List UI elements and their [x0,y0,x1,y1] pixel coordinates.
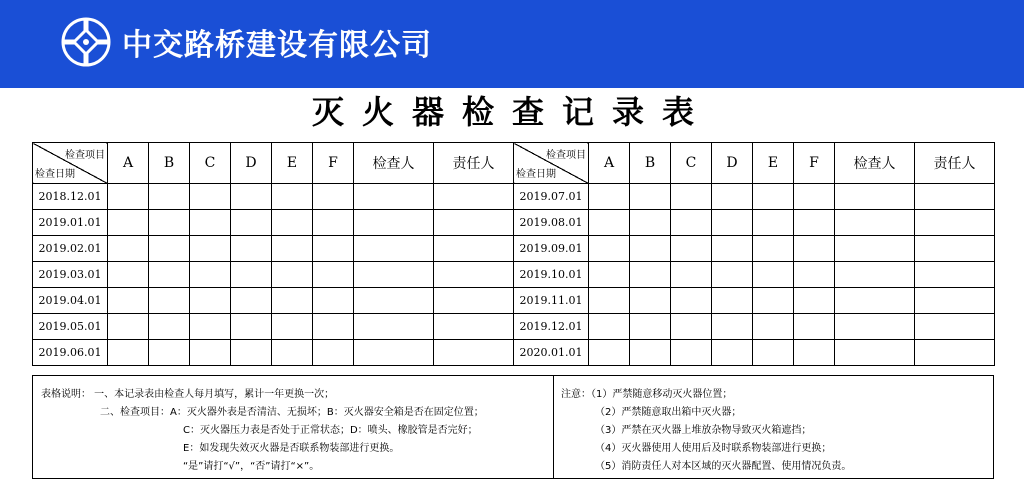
entry-cell[interactable] [313,288,354,314]
diagonal-header-cell [33,143,108,184]
date-cell: 2019.05.01 [33,314,108,340]
entry-cell[interactable] [108,236,149,262]
entry-cell[interactable] [630,262,671,288]
entry-cell[interactable] [434,262,514,288]
entry-cell[interactable] [712,314,753,340]
entry-cell[interactable] [149,236,190,262]
column-header: E [272,143,313,184]
entry-cell[interactable] [231,262,272,288]
entry-cell[interactable] [231,288,272,314]
notes-box [32,375,994,479]
table-row [33,210,995,236]
entry-cell[interactable] [149,210,190,236]
table-row [33,340,995,366]
column-header: 责任人 [915,143,995,184]
entry-cell[interactable] [589,210,630,236]
entry-cell[interactable] [915,184,995,210]
entry-cell[interactable] [354,340,434,366]
entry-cell[interactable] [108,288,149,314]
entry-cell[interactable] [671,314,712,340]
entry-cell[interactable] [108,184,149,210]
date-cell: 2019.03.01 [33,262,108,288]
entry-cell[interactable] [108,340,149,366]
entry-cell[interactable] [794,236,835,262]
entry-cell[interactable] [753,340,794,366]
entry-cell[interactable] [149,184,190,210]
diag-bottom-label: 检查日期 [35,169,75,180]
column-header: 检查人 [354,143,434,184]
notes-divider [553,376,554,478]
entry-cell[interactable] [272,236,313,262]
entry-cell[interactable] [149,340,190,366]
entry-cell[interactable] [313,210,354,236]
entry-cell[interactable] [190,262,231,288]
entry-cell[interactable] [753,210,794,236]
table-row [33,262,995,288]
entry-cell[interactable] [589,314,630,340]
table-row [33,236,995,262]
entry-cell[interactable] [915,288,995,314]
entry-cell[interactable] [190,314,231,340]
entry-cell[interactable] [149,314,190,340]
entry-cell[interactable] [190,184,231,210]
entry-cell[interactable] [313,262,354,288]
entry-cell[interactable] [671,262,712,288]
entry-cell[interactable] [835,184,915,210]
entry-cell[interactable] [272,184,313,210]
entry-cell[interactable] [753,314,794,340]
entry-cell[interactable] [434,210,514,236]
entry-cell[interactable] [671,210,712,236]
table-row [33,184,995,210]
note-right-line: （2）严禁随意取出箱中灭火器； [595,407,742,418]
header-banner [0,0,1024,88]
entry-cell[interactable] [272,340,313,366]
entry-cell[interactable] [190,288,231,314]
note-right-line: （4）灭火器使用人使用后及时联系物装部进行更换； [595,443,832,454]
entry-cell[interactable] [915,314,995,340]
note-left-line: E：如发现失效灭火器是否联系物装部进行更换。 [183,443,400,454]
entry-cell[interactable] [753,288,794,314]
column-header: A [108,143,149,184]
entry-cell[interactable] [434,288,514,314]
entry-cell[interactable] [671,184,712,210]
entry-cell[interactable] [671,288,712,314]
entry-cell[interactable] [231,236,272,262]
page-title: 灭火器检查记录表 [311,93,712,131]
entry-cell[interactable] [354,262,434,288]
entry-cell[interactable] [231,184,272,210]
entry-cell[interactable] [272,262,313,288]
diag-bottom-label: 检查日期 [516,169,556,180]
date-cell: 2019.02.01 [33,236,108,262]
entry-cell[interactable] [190,236,231,262]
entry-cell[interactable] [712,210,753,236]
entry-cell[interactable] [835,262,915,288]
cccc-logo-icon [60,16,112,68]
entry-cell[interactable] [712,262,753,288]
entry-cell[interactable] [794,184,835,210]
entry-cell[interactable] [712,340,753,366]
entry-cell[interactable] [354,236,434,262]
entry-cell[interactable] [630,210,671,236]
entry-cell[interactable] [354,184,434,210]
entry-cell[interactable] [589,340,630,366]
note-left-line: C：灭火器压力表是否处于正常状态；D：喷头、橡胶管是否完好； [183,425,478,436]
entry-cell[interactable] [589,262,630,288]
entry-cell[interactable] [589,184,630,210]
entry-cell[interactable] [434,184,514,210]
diag-top-label: 检查项目 [546,150,586,161]
entry-cell[interactable] [272,210,313,236]
entry-cell[interactable] [313,236,354,262]
entry-cell[interactable] [794,314,835,340]
entry-cell[interactable] [108,314,149,340]
column-header: C [671,143,712,184]
entry-cell[interactable] [272,288,313,314]
entry-cell[interactable] [794,262,835,288]
entry-cell[interactable] [434,236,514,262]
entry-cell[interactable] [108,262,149,288]
entry-cell[interactable] [835,314,915,340]
entry-cell[interactable] [190,340,231,366]
entry-cell[interactable] [630,184,671,210]
entry-cell[interactable] [753,184,794,210]
entry-cell[interactable] [753,236,794,262]
table-row [33,288,995,314]
entry-cell[interactable] [835,236,915,262]
date-cell: 2019.10.01 [514,262,589,288]
entry-cell[interactable] [630,340,671,366]
note-right-line: （5）消防责任人对本区域的灭火器配置、使用情况负责。 [595,461,852,472]
entry-cell[interactable] [671,236,712,262]
entry-cell[interactable] [794,288,835,314]
entry-cell[interactable] [231,340,272,366]
column-header: F [313,143,354,184]
column-header: E [753,143,794,184]
entry-cell[interactable] [835,288,915,314]
inspection-table [32,142,995,366]
entry-cell[interactable] [231,314,272,340]
entry-cell[interactable] [915,236,995,262]
note-left-line: 表格说明： 一、本记录表由检查人每月填写，累计一年更换一次； [41,389,335,400]
note-left-line: “是”请打“√”，“否”请打“×”。 [183,461,320,472]
column-header: C [190,143,231,184]
diag-top-label: 检查项目 [65,150,105,161]
diagonal-header-cell [514,143,589,184]
note-right-line: 注意：（1）严禁随意移动灭火器位置； [561,389,733,400]
entry-cell[interactable] [915,210,995,236]
entry-cell[interactable] [915,262,995,288]
table-body [33,184,995,366]
entry-cell[interactable] [354,288,434,314]
entry-cell[interactable] [630,314,671,340]
date-cell: 2020.01.01 [514,340,589,366]
column-header: 责任人 [434,143,514,184]
column-header: F [794,143,835,184]
entry-cell[interactable] [712,184,753,210]
entry-cell[interactable] [589,288,630,314]
column-header: 检查人 [835,143,915,184]
entry-cell[interactable] [794,210,835,236]
date-cell: 2019.11.01 [514,288,589,314]
entry-cell[interactable] [753,262,794,288]
entry-cell[interactable] [108,210,149,236]
column-header: D [231,143,272,184]
entry-cell[interactable] [915,340,995,366]
date-cell: 2019.07.01 [514,184,589,210]
entry-cell[interactable] [434,340,514,366]
entry-cell[interactable] [794,340,835,366]
column-header: D [712,143,753,184]
entry-cell[interactable] [231,210,272,236]
entry-cell[interactable] [313,184,354,210]
entry-cell[interactable] [354,210,434,236]
date-cell: 2019.09.01 [514,236,589,262]
entry-cell[interactable] [630,288,671,314]
date-cell: 2018.12.01 [33,184,108,210]
date-cell: 2019.08.01 [514,210,589,236]
entry-cell[interactable] [313,314,354,340]
column-header: B [149,143,190,184]
entry-cell[interactable] [671,340,712,366]
entry-cell[interactable] [630,236,671,262]
table-row [33,314,995,340]
entry-cell[interactable] [149,288,190,314]
date-cell: 2019.12.01 [514,314,589,340]
note-left-line: 二、检查项目：A：灭火器外表是否清洁、无损坏；B：灭火器安全箱是否在固定位置； [100,407,484,418]
note-right-line: （3）严禁在灭火器上堆放杂物导致灭火箱遮挡； [595,425,812,436]
date-cell: 2019.06.01 [33,340,108,366]
entry-cell[interactable] [835,210,915,236]
company-name: 中交路桥建设有限公司 [122,28,432,63]
entry-cell[interactable] [190,210,231,236]
column-header: B [630,143,671,184]
company-logo [60,16,112,68]
table-header-row [33,143,995,184]
entry-cell[interactable] [313,340,354,366]
entry-cell[interactable] [712,288,753,314]
entry-cell[interactable] [354,314,434,340]
entry-cell[interactable] [149,262,190,288]
entry-cell[interactable] [272,314,313,340]
column-header: A [589,143,630,184]
date-cell: 2019.01.01 [33,210,108,236]
entry-cell[interactable] [712,236,753,262]
entry-cell[interactable] [589,236,630,262]
date-cell: 2019.04.01 [33,288,108,314]
entry-cell[interactable] [434,314,514,340]
entry-cell[interactable] [835,340,915,366]
